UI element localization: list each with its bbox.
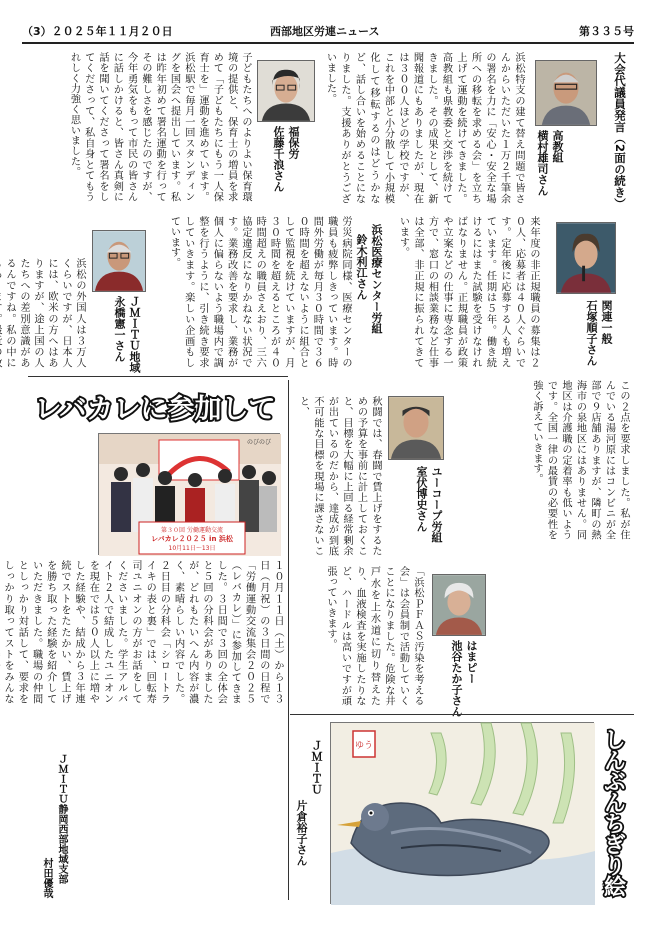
chigirie-title [594, 722, 632, 904]
speaker-affiliation-nagahashi: ＪＭＩＴＵ地域 [128, 296, 141, 373]
speaker-photo-sato [257, 60, 315, 122]
event-group-photo [98, 433, 280, 555]
levacare-banner [30, 384, 280, 430]
speaker-name-suzuki: 鈴木利江さん [355, 234, 368, 300]
page-date: （3）２０２５年１１月２０日 [22, 25, 173, 38]
photo-caption-3: 10月11日～13日 [168, 545, 216, 552]
issue-number: 第３３５号 [579, 25, 634, 38]
section-heading: 大会代議員発言（2面の続き） [613, 52, 627, 210]
speaker-byline-yokomura: 高教組 [551, 130, 564, 163]
speaker-photo-murofushi [388, 396, 444, 460]
publication-name: 西部地区労連ニュース [270, 25, 380, 38]
speaker-name-nagahashi: 永橋憲一さん [113, 296, 126, 362]
artist-seal: ゆう [354, 741, 374, 751]
chigirie-byline-name: 片倉裕子さん [295, 800, 308, 866]
speaker-affiliation-ishizuka: 関連一般 [600, 300, 613, 344]
chigirie-artwork [330, 722, 594, 904]
levacare-text-cont [104, 712, 286, 902]
speaker-name-sato: 佐藤千浪さん [272, 126, 285, 192]
speaker-name-murofushi: 室伏博史さん [415, 466, 428, 532]
speaker-photo-nagahashi [92, 230, 146, 292]
chigirie-byline-affiliation: ＪＭＩＴＵ [310, 740, 323, 795]
photo-caption-2: レバカレ２０２５ in 浜松 [151, 535, 233, 543]
article-text-yokomura: 浜松特支の建て替え問題で皆さんからいただいた１万２千筆余の署名を力に「安心・安全な場所への移転を求める会」を立ち上げて運動を続けてきました。高教組も県教委と交渉を続けてきました。その成果として、新聞報道にもありましたが、現在は３００人ほどの学校ですが、これを中部と小分散して小規模化して移転するのはどうかなど、話し合いを始めることになりました。支援ありがとうございました。 [324, 52, 524, 204]
article-text-suzuki: 労災病院同様、医療センターの職員も疲弊しきっています。時間外労働が毎月３０時間で３６０時間を超えないように組合として監視を続けていますが、月３０時間を超えるところが４０時間超えの職員さえおり、三六協定違反になりかねない状況です。業務改善を要求し、業務が個人に偏らないよう職場内で調整を行うように、引き続き要求していきます。楽しい企画もしています。 [168, 216, 351, 368]
levacare-text-intro [30, 434, 92, 556]
page-header [22, 20, 634, 40]
article-text-continuation: この２点を要求しました。私が住んでいる湯河原にはコンビニが全部で９店舗ありますが、隣町の熱海市の泉地区にはありません。同地区は介護職の定着率も低いようです。全国一律の最賃の必要性を強く訴えていきます。 [531, 380, 629, 540]
speaker-affiliation-murofushi: ユーコープ労組 [430, 466, 443, 543]
article-text-iketani: 「浜松ＰＦＡＳ汚染を考える会」は会員制で活動していくことになりました。危険な井戸水を上水道に切り替えたり、血液検査を実施したりなど、ハードルは高いですが頑張っていきます。 [325, 566, 423, 706]
article-text-sato: 子どもたちへのよりよい保育環境の提供と、保育士の増員を求めて「子どもたちにもう一人保育士を」運動を進めています。浜松駅で毎月一回スタンディングを国会へ提出しています。私は昨年初めて署名運動を行ってその難しさを感じたのですが、今年勇気をもって市民の皆さんに話しかけると、皆さん真剣に話を聞いてくださって署名をしてくださって、私自身とてもうれしく力強く思いました。 [68, 52, 251, 202]
speaker-photo-yokomura [535, 60, 597, 126]
speaker-name-iketani: 池谷たか子さん [450, 640, 463, 717]
photo-caption-1: 第３０回 労働運動交流 [161, 527, 223, 534]
article-text-nagahashi: 浜松の外国人は３万人くらいですが、日本人には、欧米の方へはありますが、途上国の人たちへの差別意識があるんですね。私の中に [4, 258, 85, 368]
photo-side-label: のびのび [247, 439, 272, 446]
levacare-byline-name: 村田優哉 [41, 858, 52, 898]
speaker-name-yokomura: 横村雄司さん [536, 130, 549, 196]
levacare-text: １０月１１日（土）から１３日（月祝）の３日間の日程で「労働運動交流集会２０２５（レバカレ）」に参加してきました。３日間で３回の全体会と５回の分科会がありましたが、どれもたいへん内容が濃く、素晴らしい内容でした。２日目の分科会「シロートライキの表と裏」では、回転寿司ユニオンの方がお話をしてくださいました。学生アルバイト２人で結成したユニオンを現在では５０人以上に増やした経験や、結成から３年連続でストをたたかい、賃上げを勝ち取った経験を紹介していただきました。職場の仲間としっかり対話して、要求をしっかり取ってストをみんな [2, 560, 283, 704]
speaker-name-ishizuka: 石塚順子さん [585, 300, 598, 366]
speaker-photo-iketani [432, 574, 486, 636]
speaker-affiliation-iketani: はまピー [465, 640, 478, 684]
speaker-affiliation-suzuki: 浜松医療センター労組 [370, 224, 383, 334]
article-text-murofushi: 秋闘では、春闘で賃上げをするための予算を事前に計上しておくこと、目標を大幅に上回る経常剰余が出ているのだから、達成が到底不可能な目標を現場に課さないこと、 [297, 396, 381, 556]
levacare-byline-affiliation: ＪＭＩＴＵ静岡西部地域支部 [56, 754, 67, 884]
speaker-affiliation-sato: 福保労 [287, 126, 300, 159]
header-rule [22, 42, 634, 44]
article-text-ishizuka: 来年度の非正規職員の募集は２０人、応募者は４０人ぐらいです。定年後に応募する人も増えています。任期は５年。働き続けるにはまた試験を受けなければなりません。正規職員が政策や立案などの仕事に専念する一方で、窓口の相談業務など仕事は全部、非正規に振られてきています。 [397, 216, 539, 368]
chigirie-title-text: しんぶんちぎり絵 [600, 728, 626, 896]
speaker-photo-ishizuka [556, 222, 616, 294]
banner-title: レバカレに参加して [34, 394, 276, 425]
